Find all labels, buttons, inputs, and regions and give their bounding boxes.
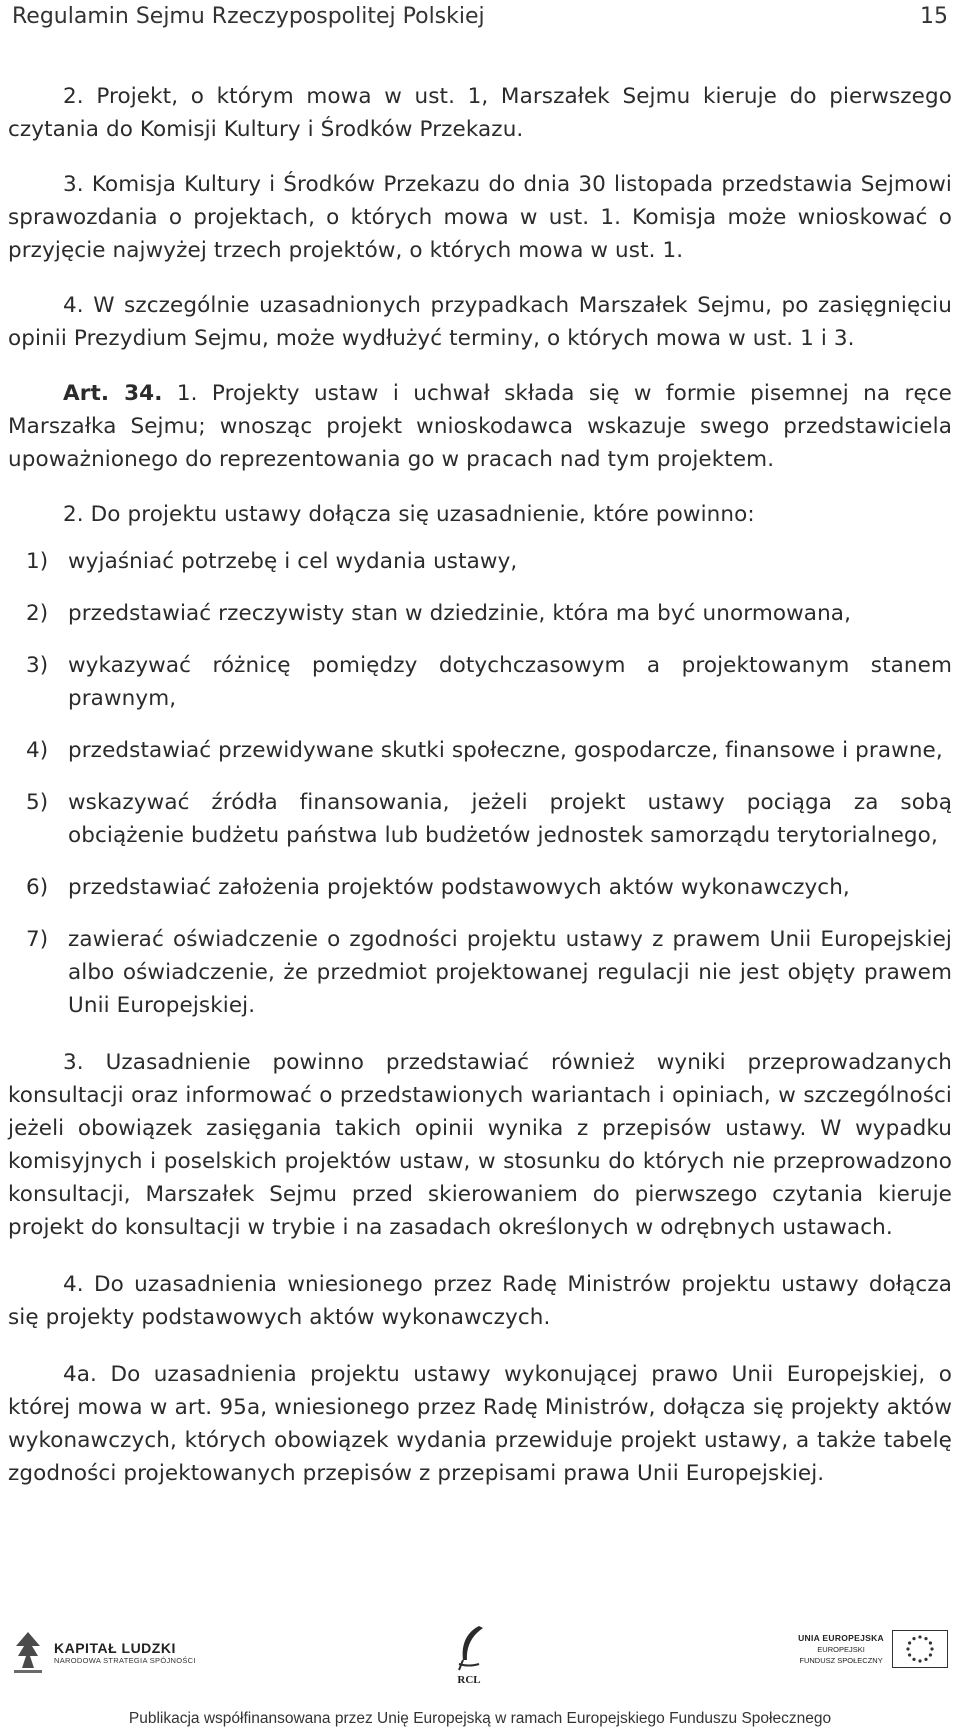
eu-title: UNIA EUROPEJSKA xyxy=(798,1632,884,1643)
kapital-ludzki-subtitle: NARODOWA STRATEGIA SPÓJNOŚCI xyxy=(54,1655,196,1665)
list-item xyxy=(8,649,952,715)
list-item xyxy=(8,597,952,630)
article-34-paragraph-3: 3. Uzasadnienie powinno przedstawiać również wyniki przeprowadzanych konsultacji oraz informować o przedstawionych wariantach i opiniach, w szczególności jeżeli obowiązek zasięgania takich opinii wynika z przepisów ustawy. W wypadku komisyjnych i poselskich projektów ustaw, w stosunku do których nie przeprowadzono konsultacji, Marszałek Sejmu przed skierowaniem do pierwszego czytania kieruje projekt do konsultacji w trybie i na zasadach określonych w odrębnych ustawach. xyxy=(8,1050,952,1240)
article-34-paragraph-4: 4. Do uzasadnienia wniesionego przez Radę Ministrów projektu ustawy dołącza się projekty podstawowych aktów wykonawczych. xyxy=(8,1272,952,1330)
eu-line-2: EUROPEJSKI xyxy=(817,1644,865,1654)
article-34-paragraph-1 xyxy=(8,377,952,476)
list-item-text: przedstawiać rzeczywisty stan w dziedzinie, która ma być unormowana, xyxy=(68,601,852,626)
list-item-number: 2) xyxy=(26,601,49,626)
article-34-paragraph-4a: 4a. Do uzasadnienia projektu ustawy wykonującej prawo Unii Europejskiej, o której mowa w art. 95a, wniesionego przez Radę Ministrów, dołącza się projekty aktów wykonawczych, których obowiązek wydania przewiduje projekt ustawy, a także tabelę zgodności projektowanych przepisów z przepisami prawa Unii Europejskiej. xyxy=(8,1362,952,1486)
article-34-text-1: 1. Projekty ustaw i uchwał składa się w formie pisemnej na ręce Marszałka Sejmu; wnosząc projekt wnioskodawca wskazuje swego przedstawiciela upoważnionego do reprezentowania go w pracach nad tym projektem. xyxy=(8,381,953,472)
rcl-quill-logo-icon xyxy=(449,1622,489,1676)
paragraph-ust-4: 4. W szczególnie uzasadnionych przypadkach Marszałek Sejmu, po zasięgnięciu opinii Prezydium Sejmu, może wydłużyć terminy, o których mowa w ust. 1 i 3. xyxy=(8,293,952,351)
list-item-number: 7) xyxy=(26,927,49,952)
rcl-label: RCL xyxy=(457,1674,481,1686)
list-item-number: 5) xyxy=(26,790,49,815)
list-item xyxy=(8,545,952,578)
list-item-number: 6) xyxy=(26,875,49,900)
article-heading: Art. 34. xyxy=(63,381,163,406)
kapital-ludzki-logo-icon xyxy=(10,1630,46,1674)
rcl-logo xyxy=(445,1622,493,1702)
document-body xyxy=(8,80,952,1490)
list-item xyxy=(8,734,952,767)
page-number: 15 xyxy=(920,3,948,29)
list-item-number: 4) xyxy=(26,738,49,763)
paragraph-ust-3: 3. Komisja Kultury i Środków Przekazu do dnia 30 listopada przedstawia Sejmowi sprawozdania o projektach, o których mowa w ust. 1. Komisja może wnioskować o przyjęcie najwyżej trzech projektów, o których mowa w ust. 1. xyxy=(8,172,952,263)
eu-line-3: FUNDUSZ SPOŁECZNY xyxy=(799,1655,883,1665)
list-item xyxy=(8,923,952,1022)
list-item xyxy=(8,786,952,852)
list-item-number: 1) xyxy=(26,549,49,574)
list-item-number: 3) xyxy=(26,653,49,678)
eu-flag-icon xyxy=(892,1630,948,1668)
list-item-text: wyjaśniać potrzebę i cel wydania ustawy, xyxy=(68,549,518,574)
page-header xyxy=(12,0,948,32)
list-item-text: wykazywać różnicę pomiędzy dotychczasowym a projektowanym stanem prawnym, xyxy=(68,653,952,711)
list-item-text: zawierać oświadczenie o zgodności projektu ustawy z prawem Unii Europejskiej albo oświadczenie, że przedmiot projektowanej regulacji nie jest objęty prawem Unii Europejskiej. xyxy=(68,927,952,1018)
document-title: Regulamin Sejmu Rzeczypospolitej Polskiej xyxy=(12,3,485,29)
page-footer xyxy=(0,1622,960,1732)
funding-note: Publikacja współfinansowana przez Unię Europejską w ramach Europejskiego Funduszu Społecznego xyxy=(128,1710,832,1727)
eu-logo xyxy=(798,1630,948,1668)
list-item-text: przedstawiać założenia projektów podstawowych aktów wykonawczych, xyxy=(68,875,850,900)
article-34-paragraph-2: 2. Do projektu ustawy dołącza się uzasadnienie, które powinno: xyxy=(63,502,755,527)
paragraph-ust-2: 2. Projekt, o którym mowa w ust. 1, Marszałek Sejmu kieruje do pierwszego czytania do Komisji Kultury i Środków Przekazu. xyxy=(8,84,952,142)
list-item xyxy=(8,871,952,904)
kapital-ludzki-logo xyxy=(10,1630,196,1674)
requirements-list xyxy=(8,545,952,1022)
kapital-ludzki-title: KAPITAŁ LUDZKI xyxy=(54,1639,176,1656)
list-item-text: przedstawiać przewidywane skutki społeczne, gospodarcze, finansowe i prawne, xyxy=(68,738,943,763)
list-item-text: wskazywać źródła finansowania, jeżeli projekt ustawy pociąga za sobą obciążenie budżetu państwa lub budżetów jednostek samorządu terytorialnego, xyxy=(68,790,952,848)
